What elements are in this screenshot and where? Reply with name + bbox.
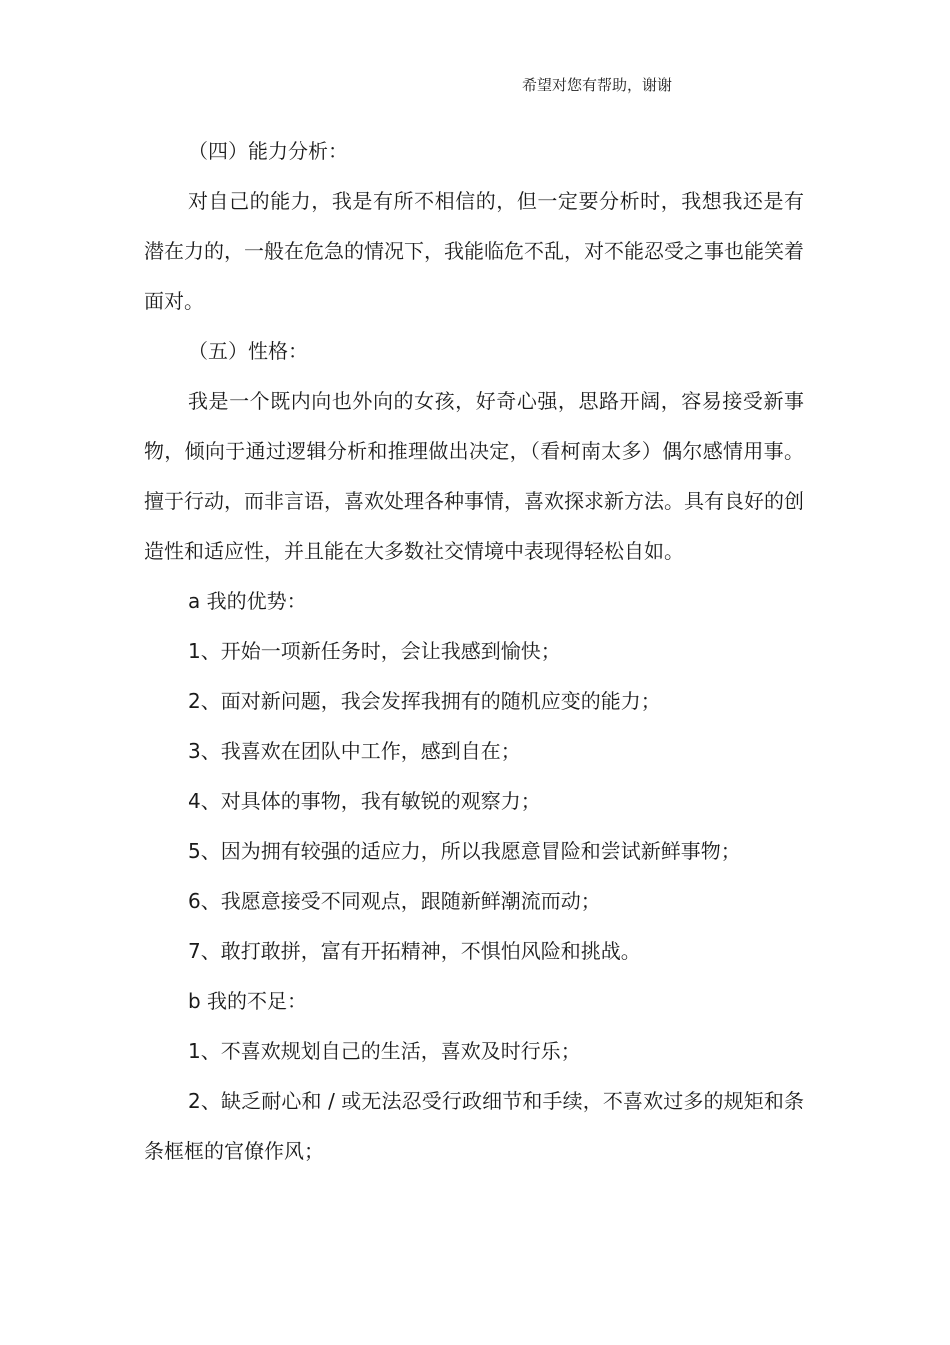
section-heading-ability: （四）能力分析： [188, 139, 348, 163]
personality-paragraph: 我是一个既内向也外向的女孩，好奇心强，思路开阔，容易接受新事物，倾向于通过逻辑分析和推理做出决定，（看柯南太多）偶尔感情用事。擅于行动，而非言语，喜欢处理各种事情，喜欢探求新方法。具有良好的创造性和适应性，并且能在大多数社交情境中表现得轻松自如。 [144, 389, 804, 563]
strength-item: 2、面对新问题，我会发挥我拥有的随机应变的能力； [188, 689, 661, 713]
strength-item: 5、因为拥有较强的适应力，所以我愿意冒险和尝试新鲜事物； [188, 839, 741, 863]
weaknesses-heading: b 我的不足： [188, 989, 308, 1013]
ability-paragraph: 对自己的能力，我是有所不相信的，但一定要分析时，我想我还是有潜在力的，一般在危急的情况下，我能临危不乱，对不能忍受之事也能笑着面对。 [144, 189, 804, 313]
strength-item: 1、开始一项新任务时，会让我感到愉快； [188, 639, 561, 663]
strength-item: 4、对具体的事物，我有敏锐的观察力； [188, 789, 541, 813]
header-note: 希望对您有帮助，谢谢 [522, 76, 673, 94]
weakness-item: 2、缺乏耐心和 / 或无法忍受行政细节和手续，不喜欢过多的规矩和条条框框的官僚作风； [144, 1089, 804, 1163]
strength-item: 6、我愿意接受不同观点，跟随新鲜潮流而动； [188, 889, 601, 913]
document-body [144, 126, 804, 1176]
strength-item: 7、敢打敢拼，富有开拓精神，不惧怕风险和挑战。 [188, 939, 641, 963]
section-heading-personality: （五）性格： [188, 339, 308, 363]
strength-item: 3、我喜欢在团队中工作，感到自在； [188, 739, 521, 763]
strengths-heading: a 我的优势： [188, 589, 307, 613]
weakness-item: 1、不喜欢规划自己的生活，喜欢及时行乐； [188, 1039, 581, 1063]
